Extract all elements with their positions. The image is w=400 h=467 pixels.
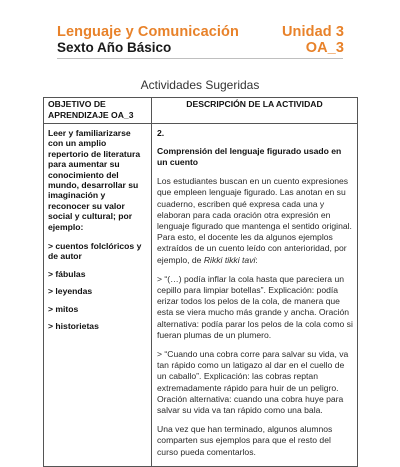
example-paragraph: > “(…) podía inflar la cola hasta que pareciera un cepillo para limpiar botellas”. Explicación: podía erizar todos los pelos de la cola, de manera que esta se viera mucho más grande y ancha. Oración alternativa: podía parar los pelos de la cola como si fueran plumas de un plumero. xyxy=(157,273,353,340)
document-header-right xyxy=(282,24,344,56)
closing-paragraph: Una vez que han terminado, algunos alumnos comparten sus ejemplos para que el resto del curso pueda comentarlos. xyxy=(157,424,333,457)
grade-subtitle: Sexto Año Básico xyxy=(57,40,172,55)
table-row xyxy=(44,124,358,467)
objective-intro: Leer y familiarizarse con un amplio repertorio de literatura para aumentar su conocimiento del mundo, desarrollar su imaginación y reconocer su valor social y cultural; por ejemplo: xyxy=(48,128,141,232)
objective-code: OA_3 xyxy=(305,40,344,56)
section-title: Actividades Sugeridas xyxy=(140,78,260,92)
activity-description-cell xyxy=(152,124,358,467)
activities-table xyxy=(43,97,358,467)
subject-title: Lenguaje y Comunicación xyxy=(57,24,239,40)
header-divider xyxy=(57,58,343,59)
objective-item: > leyendas xyxy=(48,286,93,297)
paragraph-end: : xyxy=(255,254,258,265)
unit-label: Unidad 3 xyxy=(281,24,344,40)
example-paragraph: > “Cuando una cobra corre para salvar su vida, va tan rápido como un latigazo al dar en el cuello de un caballo”. Explicación: las cobras reptan extremadamente rápido para huir de un peligro. Oración alternativa: cuando una cobra huye para salvar su vida va tan rápido como una bala. xyxy=(157,349,349,416)
story-title: Rikki tikki tavi xyxy=(203,254,256,265)
document-header-left xyxy=(57,24,239,56)
objective-item: > historietas xyxy=(48,321,99,332)
paragraph-text: Los estudiantes buscan en un cuento expresiones que empleen lenguaje figurado. Las anotan en su cuaderno, escriben qué expresa cada una y elaboran para cada oración otra expresión en lenguaje figurado que mantenga el sentido original. Para esto, el docente les da algunos ejemplos extraídos de un cuento leído con anterioridad, por ejemplo, de xyxy=(157,176,352,265)
activity-title: Comprensión del lenguaje figurado usado en un cuento xyxy=(157,146,342,168)
objective-column-header: OBJETIVO DE APRENDIZAJE OA_3 xyxy=(44,98,152,124)
description-column-header: DESCRIPCIÓN DE LA ACTIVIDAD xyxy=(152,98,358,124)
objective-item: > mitos xyxy=(48,303,79,314)
activity-number: 2. xyxy=(157,128,165,138)
objective-item: > fábulas xyxy=(48,268,86,279)
table-header-row xyxy=(44,98,358,124)
activity-paragraph xyxy=(157,176,353,266)
objective-item: > cuentos folclóricos y de autor xyxy=(48,241,142,262)
objective-cell xyxy=(44,124,152,467)
